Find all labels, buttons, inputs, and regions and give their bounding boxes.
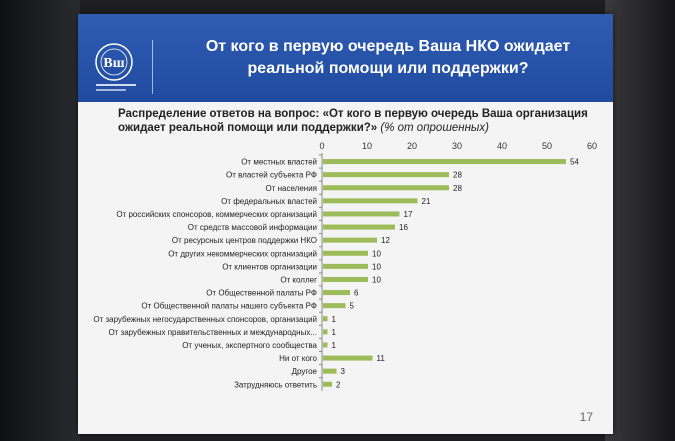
- bar: [323, 198, 418, 203]
- x-tick-label: 50: [541, 141, 553, 151]
- category-label: От местных властей: [241, 157, 317, 167]
- page-number: 17: [579, 410, 593, 424]
- bar: [323, 172, 449, 177]
- question-note: (% от опрошенных): [380, 122, 489, 134]
- presentation-slide: [78, 14, 613, 434]
- category-label: От федеральных властей: [221, 196, 317, 206]
- svg-text:Вш: Вш: [103, 56, 125, 71]
- bar: [323, 342, 328, 347]
- room-wall-left: [0, 0, 80, 441]
- data-label: 12: [381, 236, 390, 246]
- bar: [323, 264, 368, 269]
- bar: [323, 369, 337, 374]
- data-label: 3: [340, 367, 345, 377]
- category-label: От других некоммерческих организаций: [168, 249, 317, 259]
- category-label: От зарубежных правительственных и международных...: [108, 327, 317, 337]
- bar: [323, 238, 377, 243]
- bar: [323, 185, 449, 190]
- bar: [323, 382, 332, 387]
- data-label: 1: [331, 327, 336, 337]
- bar: [323, 251, 368, 256]
- category-label: Затрудняюсь ответить: [234, 380, 317, 390]
- data-label: 6: [354, 288, 359, 298]
- bar: [323, 277, 368, 282]
- x-tick-label: 30: [451, 141, 463, 151]
- data-label: 10: [372, 275, 381, 285]
- category-label: От ресурсных центров поддержки НКО: [171, 236, 317, 246]
- data-label: 10: [372, 249, 381, 259]
- data-label: 54: [570, 157, 579, 167]
- data-label: 28: [453, 170, 462, 180]
- category-label: От клиентов организации: [222, 262, 317, 272]
- data-label: 21: [421, 196, 431, 206]
- bar: [323, 225, 395, 230]
- room-wall-right: [605, 0, 675, 441]
- bar: [323, 329, 328, 334]
- bar: [323, 290, 350, 295]
- category-label: От зарубежных негосударственных спонсоров, организаций: [93, 314, 317, 324]
- category-label: От населения: [265, 183, 317, 193]
- x-tick-label: 0: [319, 141, 325, 151]
- data-label: 17: [403, 209, 413, 219]
- question-label: Распределение ответов на вопрос: «От кого в первую очередь Ваша организация ожидает реальной помощи или поддержки?»: [118, 108, 588, 134]
- bar: [323, 303, 346, 308]
- slide-title: От кого в первую очередь Ваша НКО ожидает реальной помощи или поддержки?: [205, 38, 571, 77]
- category-label: От коллег: [280, 275, 317, 285]
- category-label: От средств массовой информации: [187, 223, 317, 233]
- x-tick-label: 40: [496, 141, 508, 151]
- data-label: 2: [336, 380, 341, 390]
- data-label: 10: [372, 262, 381, 272]
- data-label: 11: [376, 354, 385, 364]
- x-tick-label: 10: [361, 141, 373, 151]
- category-label: От российских спонсоров, коммерческих организаций: [116, 209, 317, 219]
- x-tick-label: 20: [406, 141, 418, 151]
- category-label: От властей субъекта РФ: [225, 170, 317, 180]
- category-label: Другое: [291, 367, 317, 377]
- category-label: Ни от кого: [279, 354, 317, 364]
- x-tick-label: 60: [586, 141, 598, 151]
- data-label: 5: [349, 301, 354, 311]
- category-label: От Общественной палаты РФ: [206, 288, 317, 298]
- data-label: 28: [453, 183, 462, 193]
- bar: [323, 159, 566, 164]
- category-label: От Общественной палаты нашего субъекта РФ: [141, 301, 317, 311]
- category-label: От ученых, экспертного сообщества: [182, 340, 317, 350]
- bar: [323, 316, 328, 321]
- data-label: 16: [399, 223, 408, 233]
- data-label: 1: [331, 314, 336, 324]
- bar-chart: [78, 14, 613, 434]
- data-label: 1: [331, 340, 336, 350]
- bar: [323, 211, 400, 216]
- bar: [323, 356, 373, 361]
